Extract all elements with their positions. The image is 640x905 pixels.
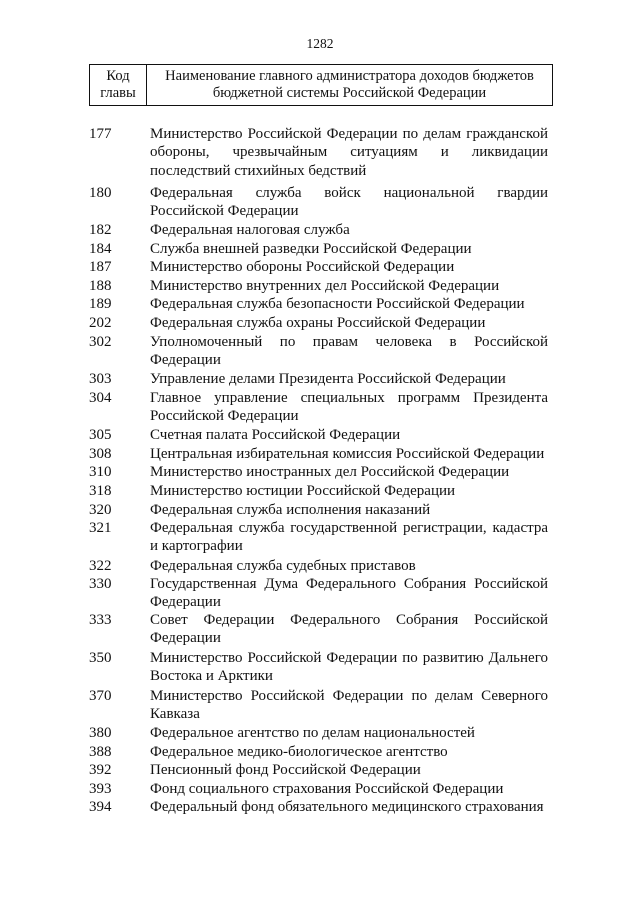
name-column-header [147,65,552,105]
entry-name: Пенсионный фонд Российской Федерации [150,762,421,778]
entry-name: Совет Федерации Федерального Собрания Российской Федерации [150,612,548,647]
entry-code: 308 [89,446,112,462]
entry-code: 318 [89,483,112,499]
entry-name: Федеральное медико-биологическое агентство [150,744,448,760]
entry-name: Федеральное агентство по делам национальностей [150,725,475,741]
entry-code: 310 [89,464,112,480]
entry-code: 350 [89,650,112,666]
entry-name: Федеральная служба исполнения наказаний [150,502,431,518]
code-header-line-2: главы [100,85,136,101]
entry-name: Управление делами Президента Российской Федерации [150,371,506,387]
entry-code: 394 [89,799,112,815]
entry-code: 189 [89,296,112,312]
entry-name: Служба внешней разведки Российской Федерации [150,241,472,257]
entry-name: Министерство Российской Федерации по делам гражданской обороны, чрезвычайным ситуациям и ликвидации последствий стихийных бедствий [150,126,548,179]
entry-code: 202 [89,315,112,331]
page-number: 1282 [306,36,334,51]
entry-name: Министерство обороны Российской Федерации [150,259,455,275]
entry-code: 380 [89,725,112,741]
entry-code: 388 [89,744,112,760]
entry-name: Министерство юстиции Российской Федерации [150,483,456,499]
entry-code: 187 [89,259,112,275]
entry-code: 370 [89,688,112,704]
entry-code: 188 [89,278,112,294]
column-header-table [89,64,553,106]
entry-code: 304 [89,390,112,406]
entry-code: 322 [89,558,112,574]
entry-name: Министерство внутренних дел Российской Федерации [150,278,500,294]
entry-name: Министерство Российской Федерации по развитию Дальнего Востока и Арктики [150,650,548,685]
entry-name: Министерство Российской Федерации по делам Северного Кавказа [150,688,548,723]
entry-name: Уполномоченный по правам человека в Российской Федерации [150,334,548,369]
entry-name: Главное управление специальных программ Президента Российской Федерации [150,390,548,425]
entry-code: 330 [89,576,112,592]
entry-name: Федеральная служба безопасности Российской Федерации [150,296,525,312]
code-header-line-1: Код [106,68,130,84]
name-header-line-2: бюджетной системы Российской Федерации [212,85,487,101]
entry-name: Федеральная служба государственной регистрации, кадастра и картографии [150,520,548,555]
entry-name: Государственная Дума Федерального Собрания Российской Федерации [150,576,548,611]
entry-name: Федеральная служба войск национальной гвардии Российской Федерации [150,185,548,220]
entry-name: Федеральная служба судебных приставов [150,558,416,574]
entry-code: 302 [89,334,112,350]
code-column-header [90,65,147,105]
entry-code: 180 [89,185,112,201]
entry-code: 393 [89,781,112,797]
name-header-line-1: Наименование главного администратора доходов бюджетов [165,68,534,84]
entry-name: Федеральная служба охраны Российской Федерации [150,315,486,331]
entry-code: 321 [89,520,112,536]
entry-code: 184 [89,241,112,257]
entry-name: Федеральный фонд обязательного медицинского страхования [150,799,544,815]
entry-name: Фонд социального страхования Российской Федерации [150,781,504,797]
entry-code: 182 [89,222,112,238]
entry-name: Центральная избирательная комиссия Российской Федерации [150,446,545,462]
entry-name: Счетная палата Российской Федерации [150,427,401,443]
entry-name: Федеральная налоговая служба [150,222,350,238]
entry-code: 320 [89,502,112,518]
entry-code: 177 [89,126,112,142]
entry-code: 305 [89,427,112,443]
entry-code: 303 [89,371,112,387]
entry-code: 333 [89,612,112,628]
entry-name: Министерство иностранных дел Российской Федерации [150,464,510,480]
entry-code: 392 [89,762,112,778]
